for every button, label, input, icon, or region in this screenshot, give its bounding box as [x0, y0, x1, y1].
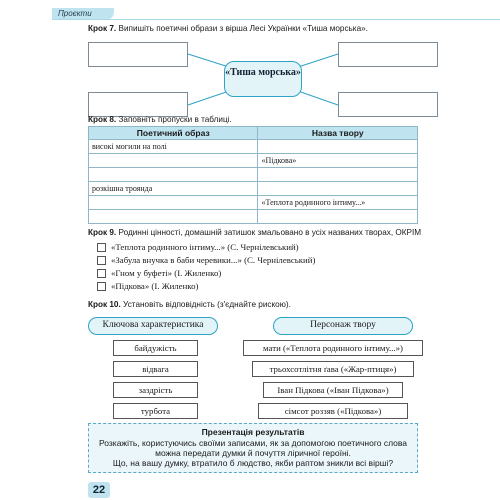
match-right-3[interactable]: Іван Підкова («Іван Підкова») — [263, 382, 403, 398]
step10-text: Установіть відповідність (з'єднайте рискою). — [123, 300, 291, 309]
connector-line — [295, 54, 338, 68]
results-line-2: можна передати думки й почуття ліричної героїні. — [155, 448, 351, 458]
match-left-2[interactable]: відвага — [113, 361, 198, 377]
table-cell-blank[interactable] — [258, 168, 418, 182]
option-2-text: «Забула внучка в баби черевики...» (С. Чернілевський) — [111, 255, 316, 265]
table-cell-blank[interactable] — [89, 154, 258, 168]
left-column-header — [88, 317, 218, 335]
connector-line — [295, 90, 338, 105]
step7-label: Крок 7. — [88, 24, 117, 33]
table-cell: розкішна троянда — [89, 182, 258, 196]
answer-box-bottom-left[interactable] — [88, 92, 188, 117]
step7-text: Випишіть поетичні образи з вірша Лесі Українки «Тиша морська». — [118, 24, 368, 33]
checkbox-option-3[interactable] — [97, 269, 106, 278]
table-cell: «Підкова» — [258, 154, 418, 168]
checkbox-option-2[interactable] — [97, 256, 106, 265]
page-number: 22 — [88, 482, 110, 498]
right-column-header — [273, 317, 413, 335]
step8-instruction — [88, 115, 488, 124]
table-cell-blank[interactable] — [258, 140, 418, 154]
table-cell-blank[interactable] — [258, 210, 418, 224]
table-cell: високі могили на полі — [89, 140, 258, 154]
step9-instruction — [88, 228, 498, 237]
right-header-text: Персонаж твору — [310, 320, 376, 330]
match-left-3[interactable]: заздрість — [113, 382, 198, 398]
match-right-2[interactable]: трьохсотлітня ґава («Жар-птиця») — [252, 361, 414, 377]
results-title: Презентація результатів — [201, 427, 305, 437]
results-line-3: Що, на вашу думку, втратило б людство, якби раптом зникли всі вірші? — [112, 458, 394, 468]
fill-table — [88, 126, 418, 224]
option-3-text: «Гном у буфеті» (І. Жиленко) — [111, 268, 222, 278]
checkbox-option-1[interactable] — [97, 243, 106, 252]
match-right-1[interactable]: мати («Теплота родинного інтиму...») — [243, 340, 423, 356]
answer-box-top-right[interactable] — [338, 42, 438, 67]
section-label: Проєкти — [58, 9, 92, 18]
results-box — [88, 423, 418, 473]
step10-label: Крок 10. — [88, 300, 121, 309]
option-4-text: «Підкова» (І. Жиленко) — [111, 281, 199, 291]
table-cell-blank[interactable] — [89, 168, 258, 182]
table-cell: «Теплота родинного інтиму...» — [258, 196, 418, 210]
center-title-text: «Тиша морська» — [225, 67, 301, 78]
step9-text: Родинні цінності, домашній затишок змальовано в усіх названих творах, ОКРІМ — [118, 228, 422, 237]
match-right-4[interactable]: сімсот роззяв («Підкова») — [258, 403, 408, 419]
step10-instruction — [88, 300, 488, 309]
step8-text: Заповніть пропуски в таблиці. — [118, 115, 232, 124]
step9-label: Крок 9. — [88, 228, 117, 237]
results-line-1: Розкажіть, користуючись своїми записами, як за допомогою поетичного слова — [98, 438, 408, 448]
match-left-4[interactable]: турбота — [113, 403, 198, 419]
answer-box-bottom-right[interactable] — [338, 92, 438, 117]
column-header-image: Поетичний образ — [89, 127, 258, 140]
table-cell-blank[interactable] — [258, 182, 418, 196]
answer-box-top-left[interactable] — [88, 42, 188, 67]
checkbox-option-4[interactable] — [97, 282, 106, 291]
match-left-1[interactable]: байдужість — [113, 340, 198, 356]
left-header-text: Ключова характеристика — [102, 320, 204, 330]
step8-label: Крок 8. — [88, 115, 117, 124]
center-poem-title — [224, 61, 302, 97]
table-cell-blank[interactable] — [89, 196, 258, 210]
option-1-text: «Теплота родинного інтиму...» (С. Чернілевський) — [111, 242, 299, 252]
table-cell-blank[interactable] — [89, 210, 258, 224]
column-header-title: Назва твору — [258, 127, 418, 140]
